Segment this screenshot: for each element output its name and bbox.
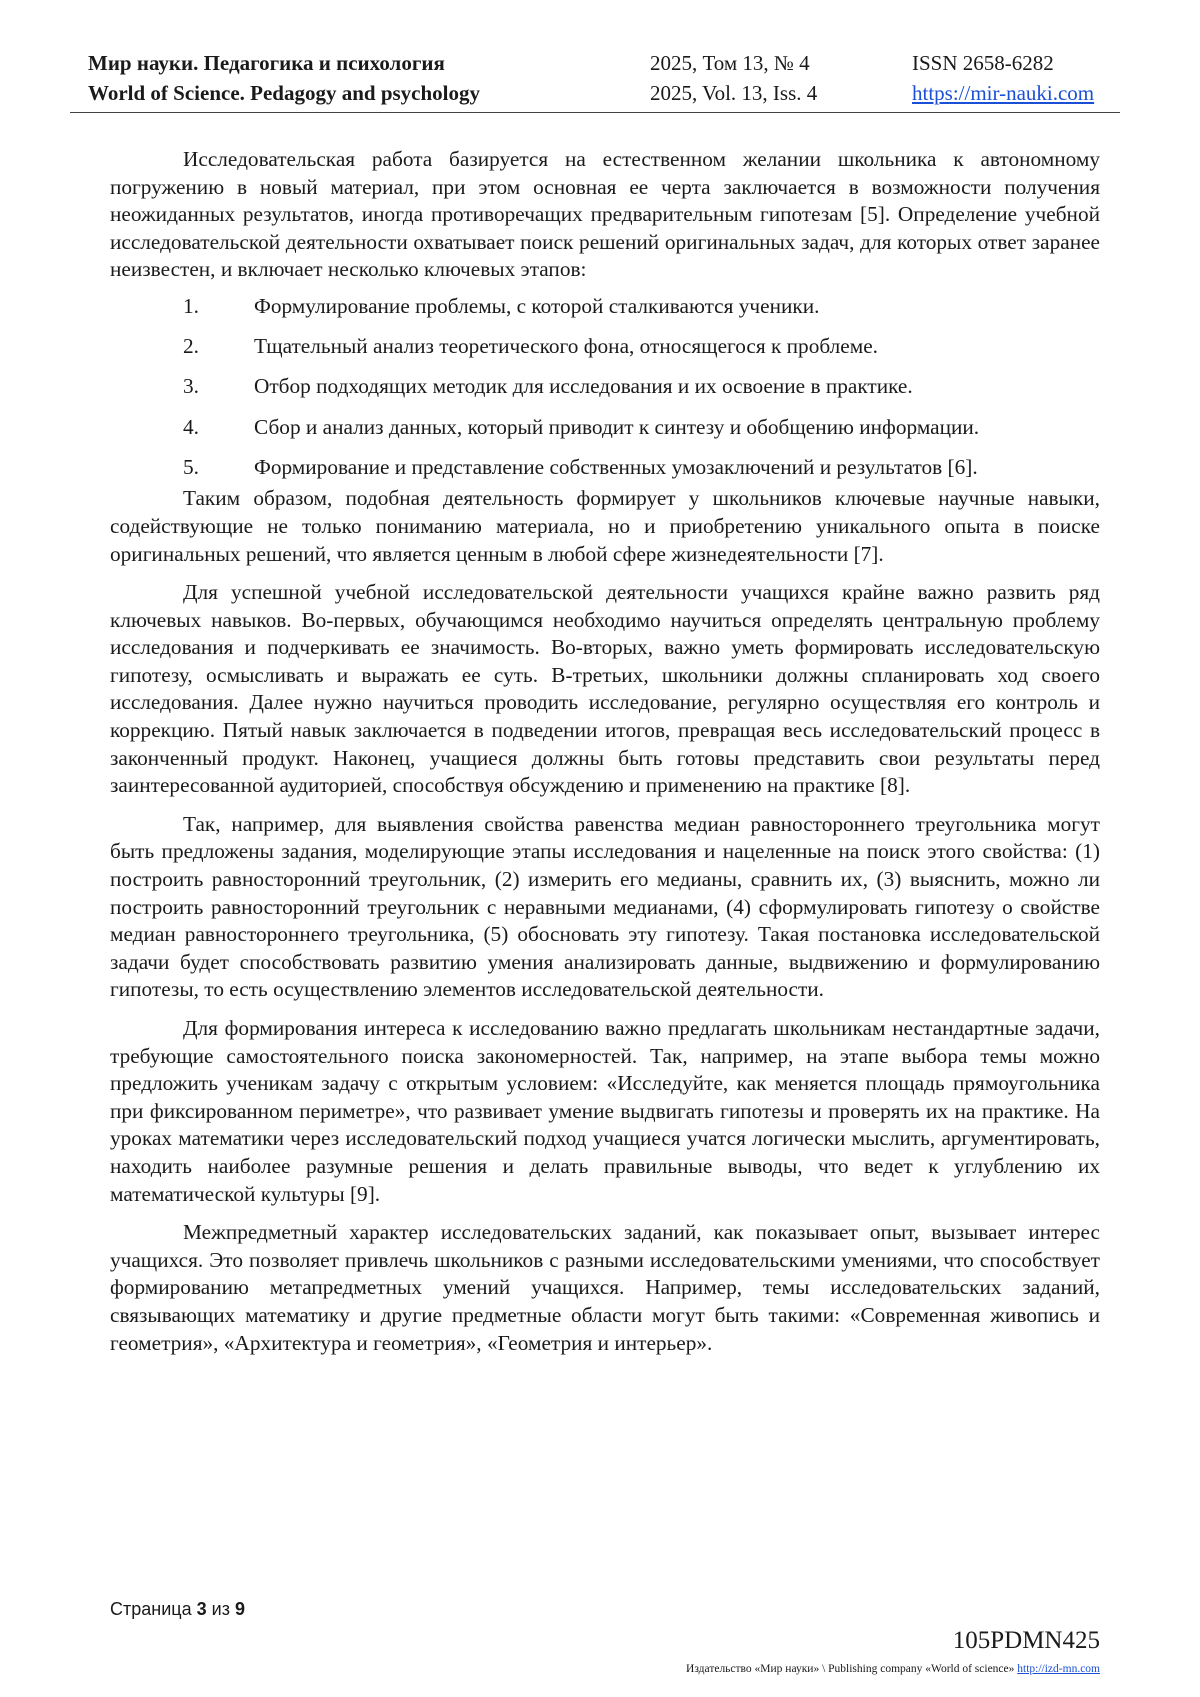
list-item-number: 4. [183, 414, 199, 439]
header-divider [70, 112, 1120, 113]
journal-url-link[interactable]: https://mir-nauki.com [912, 81, 1095, 105]
page-separator: из [211, 1599, 230, 1619]
page-total: 9 [234, 1599, 245, 1619]
volume-en: 2025, Vol. 13, Iss. 4 [650, 81, 818, 105]
paragraph-2: Таким образом, подобная деятельность формирует у школьников ключевые научные навыки, содействующие не только пониманию материала, но и приобретению уникального опыта в поиске оригинальных решений, что является ценным в любой сфере жизнедеятельности [7]. [110, 486, 1100, 566]
paragraph-5: Для формирования интереса к исследованию важно предлагать школьникам нестандартные задачи, требующие самостоятельного поиска закономерностей. Так, например, на этапе выбора темы можно предложить ученикам задачу с открытым условием: «Исследуйте, как меняется площадь прямоугольника при фиксированном периметре», что развивает умение выдвигать гипотезы и проверять их на практике. На уроках математики через исследовательский подход учащиеся учатся логически мыслить, аргументировать, находить наиболее разумные решения и делать правильные выводы, что ведет к углублению их математической культуры [9]. [110, 1016, 1100, 1206]
journal-title [88, 48, 480, 108]
journal-header [70, 48, 1120, 114]
paragraph-3: Для успешной учебной исследовательской деятельности учащихся крайне важно развить ряд ключевых навыков. Во-первых, обучающимся необходимо научиться определять центральную проблему исследования и подчеркивать ее значимость. Во-вторых, важно уметь формировать исследовательскую гипотезу, осмысливать и выражать ее суть. В-третьих, школьники должны спланировать ход своего исследования. Далее нужно научиться проводить исследование, регулярно осуществляя его контроль и коррекцию. Пятый навык заключается в подведении итогов, превращая весь исследовательский процесс в законченный продукт. Наконец, учащиеся должны быть готовы представить свои результаты перед заинтересованной аудиторией, способствуя обсуждению и применению на практике [8]. [110, 580, 1100, 798]
article-body [110, 146, 1100, 1357]
list-item-text: Тщательный анализ теоретического фона, относящегося к проблеме. [254, 334, 878, 359]
list-item-text: Формирование и представление собственных умозаключений и результатов [6]. [254, 454, 978, 479]
page-number [110, 1599, 245, 1620]
list-item-number: 5. [183, 454, 199, 479]
list-item [110, 333, 1100, 361]
journal-title-ru: Мир науки. Педагогика и психология [88, 51, 445, 75]
stages-list [110, 293, 1100, 481]
list-item [110, 293, 1100, 321]
issn-block [912, 48, 1094, 108]
issn: ISSN 2658-6282 [912, 51, 1054, 75]
volume-info [650, 48, 817, 108]
page-current: 3 [196, 1599, 207, 1619]
page-prefix: Страница [110, 1599, 192, 1619]
publisher-text: Издательство «Мир науки» \ Publishing company «World of science» [686, 1663, 1015, 1675]
volume-ru: 2025, Том 13, № 4 [650, 51, 810, 75]
list-item-number: 2. [183, 334, 199, 359]
publisher-line [686, 1663, 1100, 1675]
list-item-text: Отбор подходящих методик для исследования и их освоение в практике. [254, 374, 913, 399]
list-item [110, 373, 1100, 401]
list-item [110, 454, 1100, 482]
paragraph-6: Межпредметный характер исследовательских заданий, как показывает опыт, вызывает интерес учащихся. Это позволяет привлечь школьников с разными исследовательскими умениями, что способствует формированию метапредметных умений учащихся. Например, темы исследовательских заданий, связывающих математику и другие предметные области могут быть такими: «Современная живопись и геометрия», «Архитектура и геометрия», «Геометрия и интерьер». [110, 1220, 1100, 1355]
list-item [110, 414, 1100, 442]
list-item-number: 1. [183, 293, 199, 318]
paragraph-1: Исследовательская работа базируется на естественном желании школьника к автономному погружению в новый материал, при этом основная ее черта заключается в возможности получения неожиданных результатов, иногда противоречащих предварительным гипотезам [5]. Определение учебной исследовательской деятельности охватывает поиск решений оригинальных задач, для которых ответ заранее неизвестен, и включает несколько ключевых этапов: [110, 147, 1100, 282]
list-item-text: Сбор и анализ данных, который приводит к синтезу и обобщению информации. [254, 414, 980, 439]
paragraph-4: Так, например, для выявления свойства равенства медиан равностороннего треугольника могут быть предложены задания, моделирующие этапы исследования и нацеленные на поиск этого свойства: (1) построить равносторонний треугольник, (2) измерить его медианы, сравнить их, (3) выяснить, можно ли построить равносторонний треугольник с неравными медианами, (4) сформулировать гипотезу о свойстве медиан равностороннего треугольника, (5) обосновать эту гипотезу. Такая постановка исследовательской задачи будет способствовать развитию умения анализировать данные, выдвижению и формулированию гипотезы, то есть осуществлению элементов исследовательской деятельности. [110, 811, 1100, 1002]
journal-title-en: World of Science. Pedagogy and psychology [88, 81, 481, 105]
list-item-text: Формулирование проблемы, с которой сталкиваются ученики. [254, 293, 820, 318]
list-item-number: 3. [183, 374, 199, 399]
publisher-link[interactable]: http://izd-mn.com [1017, 1663, 1100, 1675]
article-code: 105PDMN425 [952, 1627, 1100, 1654]
